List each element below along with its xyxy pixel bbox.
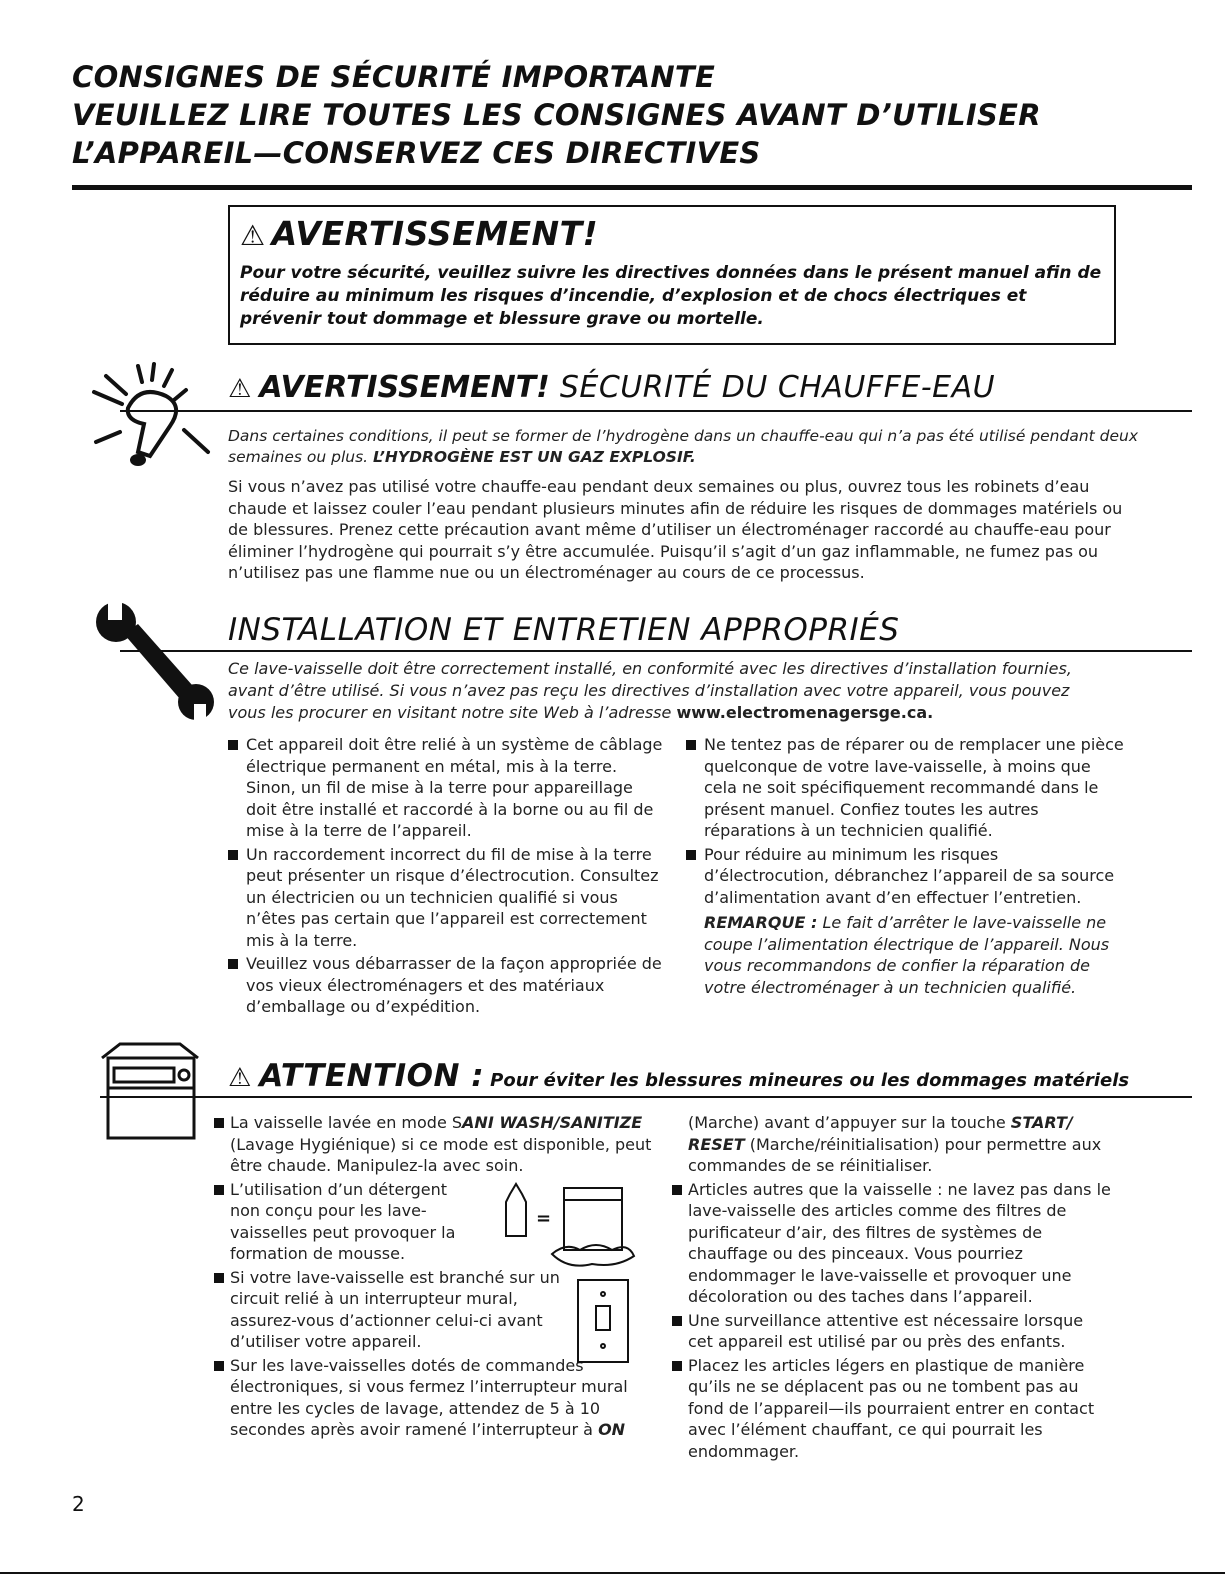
- list-item: Cet appareil doit être relié à un système de câblage électrique permanent en métal, mis à la terre. Sinon, un fil de mise à la terre pour appareillage doit être installé et raccordé à la borne ou au fil de mise à la terre de l’appareil.: [228, 734, 668, 842]
- water-heater-body: Si vous n’avez pas utilisé votre chauffe-eau pendant deux semaines ou plus, ouvrez tous les robinets d’eau chaude et laissez couler l’eau pendant plusieurs minutes afin de réduire les risques de dommages matériels ou de blessures. Prenez cette précaution avant même d’utiliser un électroménager raccordé au chauffe-eau pour éliminer l’hydrogène qui pourrait s’y être accumulée. Puisqu’il s’agit d’un gaz inflammable, ne fumez pas ou n’utilisez pas une flamme nue ou un électroménager au cours de ce processus.: [228, 477, 1123, 582]
- page-number: 2: [72, 1492, 85, 1516]
- bullet: [214, 1185, 224, 1195]
- remark: REMARQUE : Le fait d’arrêter le lave-vaisselle ne coupe l’alimentation électrique de l’appareil. Nous vous recommandons de confier la réparation de votre électroménager à un technicien qualifié.: [704, 913, 1110, 997]
- bullet: [214, 1361, 224, 1371]
- installation-left-list: [228, 734, 668, 1020]
- bullet: [228, 740, 238, 750]
- list-item: Pour réduire au minimum les risques d’électrocution, débranchez l’appareil de sa source d’alimentation avant d’en effectuer l’entretien. REMARQUE : Le fait d’arrêter le lave-vaisselle ne coupe l’alimentation électrique de l’appareil. Nous vous recommandons de confier la réparation de votre électroménager à un technicien qualifié.: [686, 844, 1126, 999]
- dishwasher-icon: [100, 1040, 200, 1140]
- attention-heading: ⚠ ATTENTION : Pour éviter les blessures mineures ou les dommages matériels: [228, 1058, 1130, 1094]
- list-item: (Marche) avant d’appuyer sur la touche START/ RESET (Marche/réinitialisation) pour permettre aux commandes de se réinitialiser.: [688, 1113, 1102, 1175]
- section-rule: [100, 1096, 1192, 1098]
- installation-intro: Ce lave-vaisselle doit être correctement installé, en conformité avec les directives d’installation fournies, avant d’être utilisé. Si vous n’avez pas reçu les directives d’installation avec votre appareil, vous pouvez vous les procurer en visitant notre site Web à l’adresse www.electromenagersge.ca.: [228, 659, 1072, 722]
- warning-box-body: Pour votre sécurité, veuillez suivre les directives données dans le présent manuel afin de réduire au minimum les risques d’incendie, d’explosion et de chocs électriques et prévenir tout dommage et blessure grave ou mortelle.: [240, 263, 1102, 329]
- warning-box-title: ⚠ AVERTISSEMENT!: [240, 214, 599, 253]
- list-item: Placez les articles légers en plastique de manière qu’ils ne se déplacent pas ou ne tombent pas au fond de l’appareil—ils pourraient entrer en contact avec l’élément chauffant, ce qui pourrait les endommager.: [672, 1355, 1112, 1463]
- water-heater-heading: ⚠ AVERTISSEMENT! SÉCURITÉ DU CHAUFFE-EAU: [228, 370, 996, 405]
- list-item: Un raccordement incorrect du fil de mise à la terre peut présenter un risque d’électrocution. Consultez un électricien ou un technicien qualifié si vous n’êtes pas certain que l’appareil est correctement mis à la terre.: [228, 844, 668, 952]
- bullet: [228, 850, 238, 860]
- section-rule: [120, 650, 1192, 652]
- attention-right-list: [672, 1112, 1112, 1464]
- bottom-rule: [0, 1572, 1225, 1574]
- list-item: L’utilisation d’un détergent non conçu pour les lave-vaisselles peut provoquer la formation de mousse.: [214, 1179, 480, 1265]
- list-item: Une surveillance attentive est nécessaire lorsque cet appareil est utilisé par ou près des enfants.: [672, 1310, 1112, 1353]
- list-item: Articles autres que la vaisselle : ne lavez pas dans le lave-vaisselle des articles comme des filtres de purificateur d’air, des filtres de systèmes de chauffage ou des pinceaux. Vous pourriez endommager le lave-vaisselle et provoquer une décoloration ou des taches dans l’appareil.: [672, 1179, 1112, 1308]
- bullet: [672, 1361, 682, 1371]
- list-item: Veuillez vous débarrasser de la façon appropriée de vos vieux électroménagers et des matériaux d’emballage ou d’expédition.: [228, 953, 668, 1018]
- list-item: Si votre lave-vaisselle est branché sur un circuit relié à un interrupteur mural, assurez-vous d’actionner celui-ci avant d’utiliser votre appareil.: [214, 1267, 560, 1353]
- bullet: [228, 959, 238, 969]
- page-header: [72, 58, 1192, 172]
- bullet: [686, 850, 696, 860]
- warning-triangle-icon: ⚠: [228, 1063, 252, 1093]
- warning-triangle-icon: ⚠: [228, 374, 252, 404]
- hydrogen-warning: L’HYDROGÈNE EST UN GAZ EXPLOSIF.: [373, 448, 696, 466]
- bullet: [214, 1273, 224, 1283]
- bullet: [214, 1118, 224, 1128]
- installation-right-list: [686, 734, 1126, 1000]
- list-item: La vaisselle lavée en mode SANI WASH/SANITIZE (Lavage Hygiénique) si ce mode est disponible, peut être chaude. Manipulez-la avec soin.: [214, 1112, 654, 1177]
- header-line-1: CONSIGNES DE SÉCURITÉ IMPORTANTE: [72, 60, 716, 94]
- lightbulb-icon: [88, 360, 228, 470]
- header-line-2: VEUILLEZ LIRE TOUTES LES CONSIGNES AVANT D’UTILISER: [72, 98, 1041, 132]
- water-heater-intro: Dans certaines conditions, il peut se former de l’hydrogène dans un chauffe-eau qui n’a pas été utilisé pendant deux semaines ou plus. L’HYDROGÈNE EST UN GAZ EXPLOSIF.: [228, 427, 1139, 466]
- list-item: Ne tentez pas de réparer ou de remplacer une pièce quelconque de votre lave-vaisselle, à moins que cela ne soit spécifiquement recommandé dans le présent manuel. Confiez toutes les autres réparations à un technicien qualifié.: [686, 734, 1126, 842]
- bullet: [672, 1185, 682, 1195]
- detergent-foam-illustration: [496, 1180, 636, 1276]
- website-link[interactable]: www.electromenagersge.ca.: [676, 703, 934, 722]
- header-line-3: L’APPAREIL—CONSERVEZ CES DIRECTIVES: [72, 136, 761, 170]
- warning-triangle-icon: ⚠: [240, 219, 266, 252]
- section-rule: [120, 410, 1192, 412]
- equals-sign: =: [536, 1208, 552, 1229]
- installation-heading: INSTALLATION ET ENTRETIEN APPROPRIÉS: [228, 612, 900, 648]
- list-item: Sur les lave-vaisselles dotés de commandes électroniques, si vous fermez l’interrupteur mural entre les cycles de lavage, attendez de 5 à 10 secondes après avoir ramené l’interrupteur à ON: [214, 1355, 654, 1441]
- wrench-icon: [88, 598, 218, 728]
- bullet: [686, 740, 696, 750]
- wall-switch-icon: [574, 1276, 634, 1366]
- header-rule: [72, 185, 1192, 190]
- bullet: [672, 1316, 682, 1326]
